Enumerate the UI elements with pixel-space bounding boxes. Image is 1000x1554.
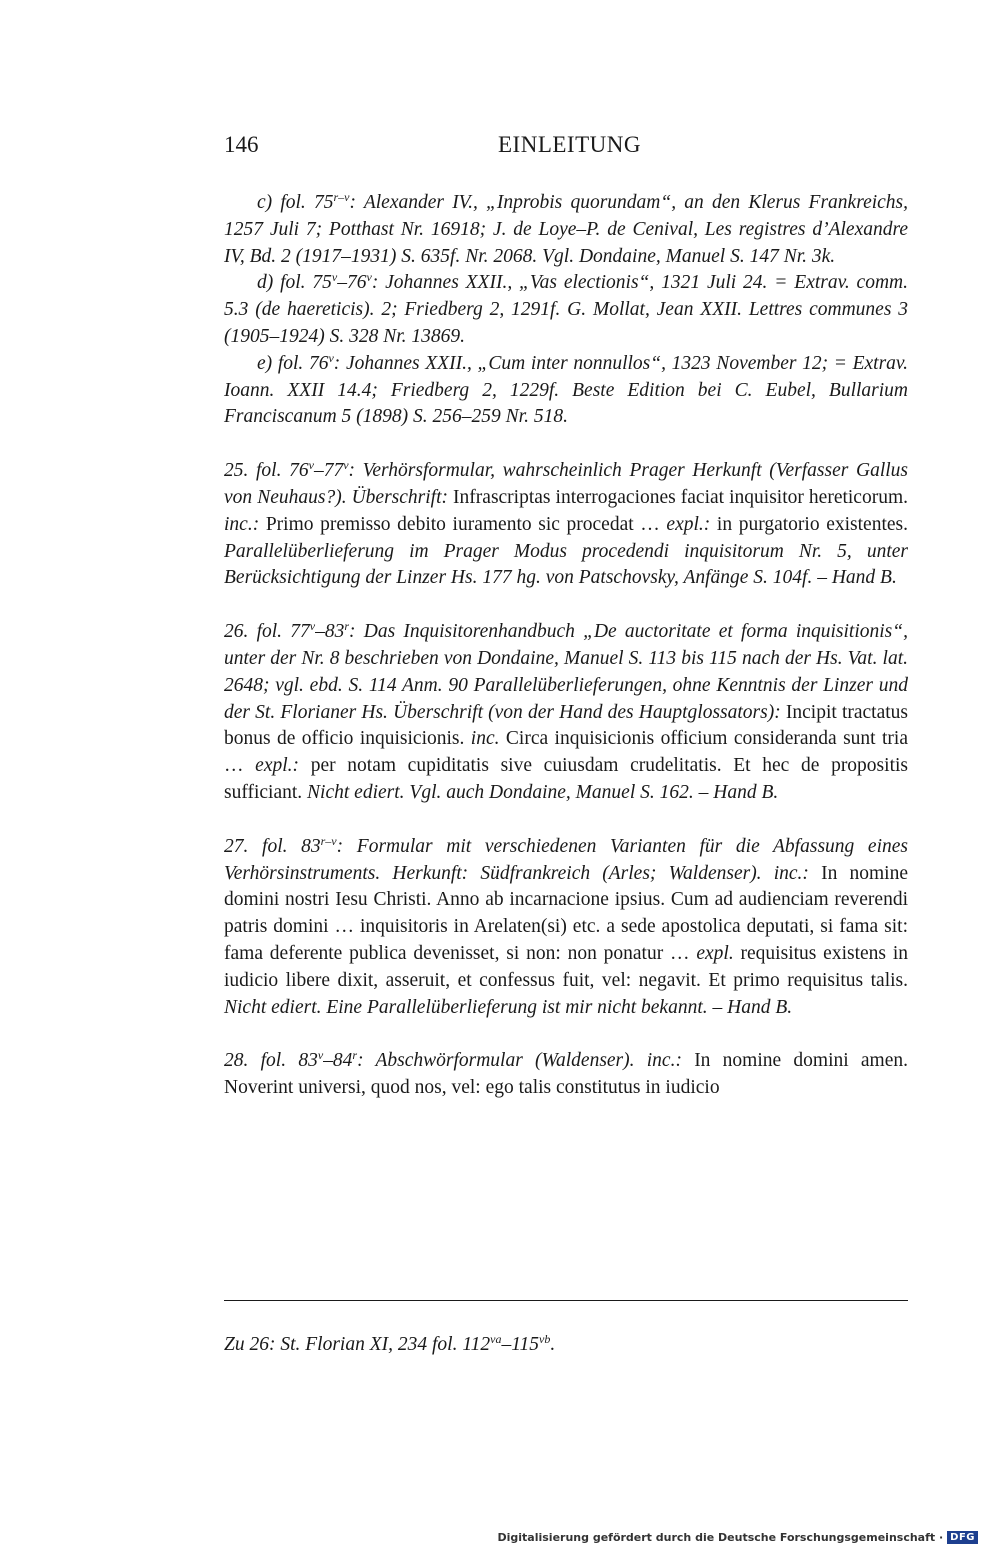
credit-text: Digitalisierung gefördert durch die Deutsche Forschungsgemeinschaft · [497,1531,944,1544]
body-text [224,190,908,1102]
subentry-c: c) fol. 75$^{r-v}$: Alexander IV., „Inprobis quorundam“, an den Klerus Frankreichs, 1257 Juli 7; Potthast Nr. 16918; J. de Loye–P. de Cenival, Les registres d’Alexandre IV, Bd. 2 (1917–1931) S. 635f. Nr. 2068. Vgl. Dondaine, Manuel S. 147 Nr. 3k. [224,190,909,267]
entry-25: 25. fol. 76$^v$–77$^v$: Verhörsformular, wahrscheinlich Prager Herkunft (Verfasser Gallus von Neuhaus?). Überschrift: Infrascriptas interrogaciones faciat inquisitor hereticorum. inc.: Primo premisso debito iuramento sic procedat … expl.: in purgatorio existentes. Parallelüberlieferung im Prager Modus procedendi inquisitorum Nr. 5, unter Berücksichtigung der Linzer Hs. 177 hg. von Patschovsky, Anfänge S. 104f. – Hand B. [224,458,908,589]
entry-27: 27. fol. 83$^{r-v}$: Formular mit verschiedenen Varianten für die Abfassung eines Verhörsinstruments. Herkunft: Südfrankreich (Arles; Waldenser). inc.: In nomine domini nostri Iesu Christi. Anno ab incarnacione ipsius. Cum ad audienciam reverendi patris domini … inquisitoris in Arelaten(si) etc. a sede apostolica deputati, si fama sit: fama deferente publica devenisset, si non: non ponatur … expl. requisitus existens in iudicio libere dixit, asseruit, et confessus fuit, vel: negavit. Et primo requisitus talis. Nicht ediert. Eine Parallelüberlieferung ist mir nicht bekannt. – Hand B. [224,833,908,1018]
digitization-credit [497,1531,978,1544]
footnote: Zu 26: St. Florian XI, 234 fol. $112^{va}-115^{vb}$. [224,1332,556,1355]
entry-28: 28. fol. 83$^v$–84$^r$: Abschwörformular (Waldenser). inc.: In nomine domini amen. Noverint universi, quod nos, vel: ego talis constitutus in iudicio [224,1048,909,1099]
page-number: 146 [224,132,259,157]
running-head: EINLEITUNG [498,132,641,157]
footnote-rule [224,1300,908,1301]
subentry-e: e) fol. 76$^v$: Johannes XXII., „Cum inter nonnullos“, 1323 November 12; = Extrav. Ioann. XXII 14.4; Friedberg 2, 1229f. Beste Edition bei C. Eubel, Bullarium Franciscanum 5 (1898) S. 256–259 Nr. 518. [224,350,909,428]
subentry-d: d) fol. 75$^v$–76$^v$: Johannes XXII., „Vas electionis“, 1321 Juli 24. = Extrav. comm. 5.3 (de haereticis). 2; Friedberg 2, 1291f. G. Mollat, Jean XXII. Lettres communes 3 (1905–1924) S. 328 Nr. 13869. [224,270,908,347]
entry-26: 26. fol. 77$^v$–83$^r$: Das Inquisitorenhandbuch „De auctoritate et forma inquisitionis“, unter der Nr. 8 beschrieben von Dondaine, Manuel S. 113 bis 115 nach der Hs. Vat. lat. 2648; vgl. ebd. S. 114 Anm. 90 Parallelüberlieferungen, ohne Kenntnis der Linzer und der St. Florianer Hs. Überschrift (von der Hand des Hauptglossators): Incipit tractatus bonus de officio inquisicionis. inc. Circa inquisicionis officium consideranda sunt tria … expl.: per notam cupiditatis sive cuiusdam crudelitatis. Et hec de propositis sufficiant. Nicht ediert. Vgl. auch Dondaine, Manuel S. 162. – Hand B. [224,619,909,803]
dfg-logo: DFG [947,1531,978,1544]
page-header [224,132,908,166]
